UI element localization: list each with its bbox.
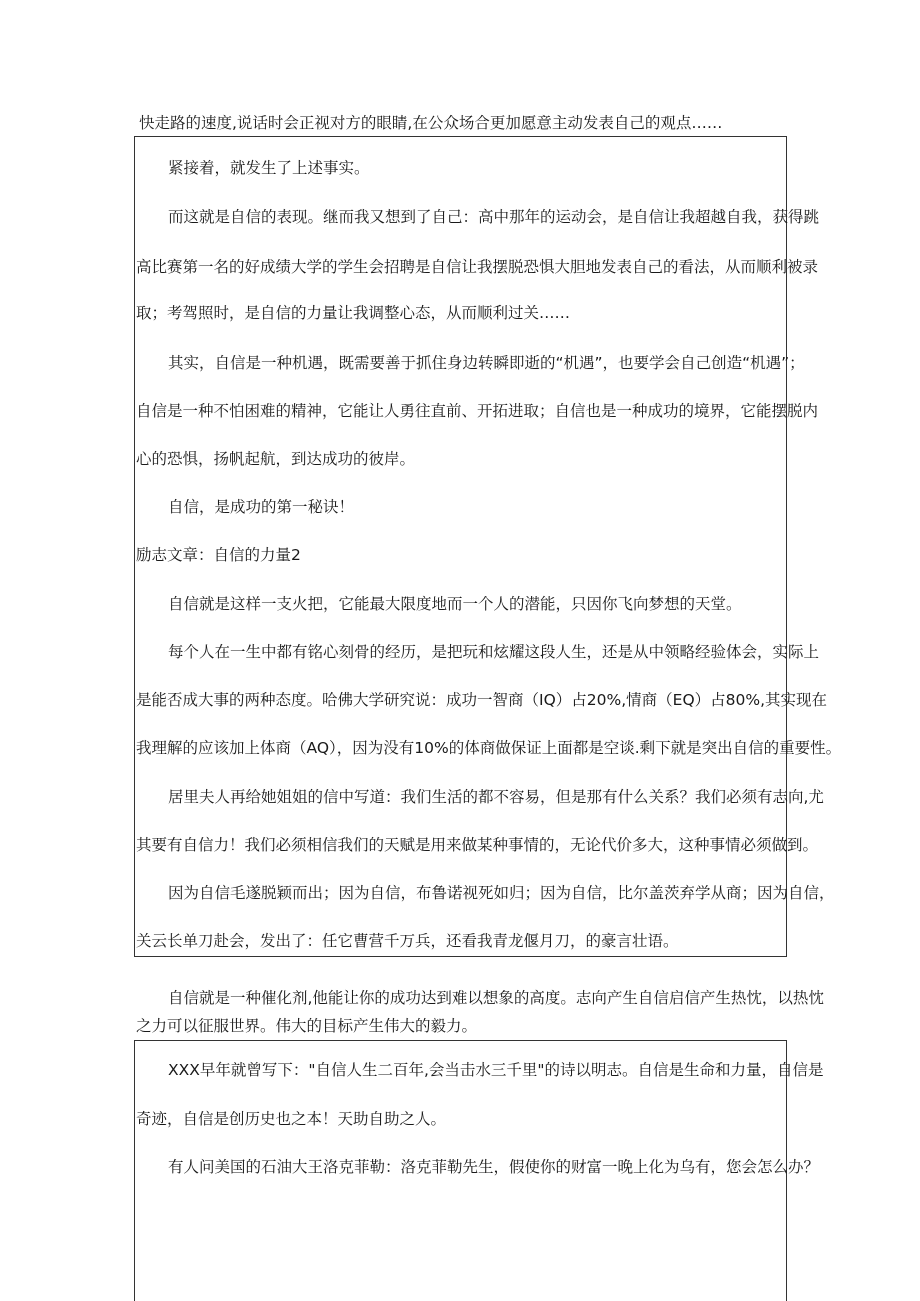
box1-paragraph-6-line-2: 是能否成大事的两种态度。哈佛大学研究说：成功一智商（IQ）占20%,情商（EQ）占80%,其实现在 bbox=[136, 691, 828, 709]
box1-paragraph-2-line-1: 而这就是自信的表现。继而我又想到了自己：高中那年的运动会，是自信让我超越自我，获得跳 bbox=[168, 208, 820, 226]
box1-paragraph-2-line-2: 高比赛第一名的好成绩大学的学生会招聘是自信让我摆脱恐惧大胆地发表自己的看法，从而顺利被录 bbox=[136, 258, 819, 276]
box2-paragraph-1-line-1: XXX早年就曾写下："自信人生二百年,会当击水三千里"的诗以明志。自信是生命和力量，自信是 bbox=[168, 1061, 824, 1079]
box1-paragraph-8-line-1: 因为自信毛遂脱颖而出；因为自信，布鲁诺视死如归；因为自信，比尔盖茨弃学从商；因为自信， bbox=[168, 884, 835, 902]
box1-paragraph-3-line-1: 其实，自信是一种机遇，既需要善于抓住身边转瞬即逝的“机遇”，也要学会自己创造“机遇”； bbox=[168, 354, 805, 372]
box2-paragraph-1-line-2: 奇迹，自信是创历史也之本！天助自助之人。 bbox=[136, 1110, 447, 1128]
box1-paragraph-8-line-2: 关云长单刀赴会，发出了：任它曹营千万兵，还看我青龙偃月刀，的豪言壮语。 bbox=[136, 932, 679, 950]
box1-paragraph-3-line-3: 心的恐惧，扬帆起航，到达成功的彼岸。 bbox=[136, 450, 416, 468]
box1-paragraph-6-line-1: 每个人在一生中都有铭心刻骨的经历，是把玩和炫耀这段人生，还是从中领略经验体会，实际上 bbox=[168, 643, 820, 661]
middle-paragraph-line-2: 之力可以征服世界。伟大的目标产生伟大的毅力。 bbox=[136, 1017, 478, 1035]
box1-paragraph-7-line-2: 其要有自信力！我们必须相信我们的天赋是用来做某种事情的，无论代价多大，这种事情必须做到。 bbox=[136, 836, 819, 854]
box1-paragraph-5: 自信就是这样一支火把，它能最大限度地而一个人的潜能，只因你飞向梦想的天堂。 bbox=[168, 595, 742, 613]
box1-paragraph-4: 自信，是成功的第一秘诀！ bbox=[168, 498, 355, 516]
box1-paragraph-1: 紧接着，就发生了上述事实。 bbox=[168, 159, 370, 177]
box1-paragraph-3-line-2: 自信是一种不怕困难的精神，它能让人勇往直前、开拓进取；自信也是一种成功的境界，它能摆脱内 bbox=[136, 402, 819, 420]
article-heading: 励志文章：自信的力量2 bbox=[136, 546, 301, 564]
top-line: 快走路的速度,说话时会正视对方的眼睛,在公众场合更加愿意主动发表自己的观点…… bbox=[139, 114, 723, 132]
box2-paragraph-2: 有人问美国的石油大王洛克菲勒：洛克菲勒先生，假使你的财富一晚上化为乌有，您会怎么办？ bbox=[168, 1158, 820, 1176]
box1-paragraph-7-line-1: 居里夫人再给她姐姐的信中写道：我们生活的都不容易，但是那有什么关系？我们必须有志向,尤 bbox=[168, 788, 824, 806]
box1-paragraph-6-line-3: 我理解的应该加上体商（AQ），因为没有10%的体商做保证上面都是空谈.剩下就是突出自信的重要性。 bbox=[136, 739, 842, 757]
middle-paragraph-line-1: 自信就是一种催化剂,他能让你的成功达到难以想象的高度。志向产生自信启信产生热忱，以热忱 bbox=[168, 989, 824, 1007]
box1-paragraph-2-line-3: 取；考驾照时，是自信的力量让我调整心态，从而顺利过关…… bbox=[136, 304, 571, 322]
